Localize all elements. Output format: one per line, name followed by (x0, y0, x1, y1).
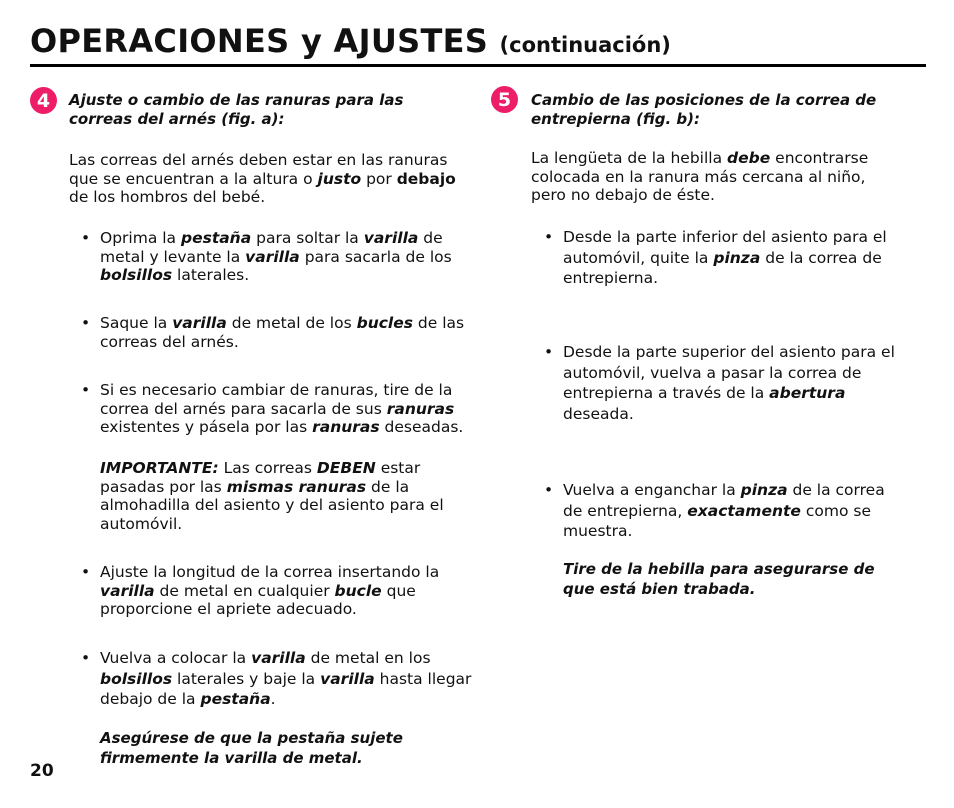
bullet-emphasis: varilla (245, 247, 300, 266)
list-item (544, 342, 913, 424)
bullet-emphasis: ranuras (312, 418, 380, 436)
bullet-text: Desde la parte superior del asiento para el automóvil, vuelva a pasar la correa de entrepierna a través de la (563, 343, 895, 402)
list-item (81, 563, 470, 619)
bullet-dot: • (81, 381, 91, 399)
intro-text: encontrarse colocada en la ranura más cercana al niño, pero no debajo de éste. (531, 149, 869, 204)
bullet-text: de metal y levante la (100, 229, 443, 266)
bullet-text: deseadas. (379, 418, 464, 436)
intro-emphasis: debajo (396, 169, 456, 188)
bullet-emphasis: ranuras (386, 399, 455, 418)
step-4-closing-note (100, 728, 470, 768)
closing-line-1: Tire de la hebilla para asegurarse de (563, 560, 875, 578)
intro-text: de los hombros del bebé. (69, 188, 266, 206)
step-4-heading-line-1: Ajuste o cambio de las ranuras para las (69, 91, 404, 109)
bullet-emphasis: pinza (740, 481, 788, 499)
bullet-emphasis: abertura (769, 384, 846, 402)
bullet-emphasis: varilla (100, 581, 155, 600)
bullet-text: Vuelva a colocar la (100, 649, 252, 667)
list-item (81, 381, 475, 437)
intro-emphasis: justo (317, 169, 362, 188)
step-4-badge: 4 (30, 87, 57, 114)
bullet-text: que proporcione el apriete adecuado. (100, 581, 416, 618)
bullet-text: deseada. (563, 404, 634, 423)
bullet-emphasis: varilla (251, 649, 306, 667)
list-item (544, 227, 908, 289)
bullet-text: existentes y pásela por las (100, 418, 313, 436)
bullet-text: Ajuste la longitud de la correa insertando la (100, 563, 440, 581)
closing-line-1: Asegúrese de que la pestaña sujete (100, 729, 403, 747)
bullet-emphasis: bolsillos (100, 266, 173, 284)
step-5-heading-line-1: Cambio de las posiciones de la correa de (531, 91, 877, 109)
bullet-emphasis: bucle (334, 581, 382, 600)
closing-line-2: que está bien trabada. (563, 580, 756, 598)
bullet-text: de la correa de entrepierna. (563, 248, 882, 287)
bullet-emphasis: varilla (363, 229, 419, 247)
intro-text: por (361, 169, 397, 188)
bullet-emphasis: bolsillos (100, 669, 173, 688)
bullet-text: para soltar la (251, 229, 364, 247)
bullet-dot: • (544, 228, 554, 246)
title-main: OPERACIONES y AJUSTES (30, 22, 489, 60)
bullet-text: de la correa de entrepierna, (563, 481, 885, 520)
bullet-text: Desde la parte inferior del asiento para el automóvil, quite la (563, 228, 887, 267)
bullet-text: hasta llegar debajo de la (100, 669, 472, 708)
bullet-text: de metal de los (226, 314, 357, 332)
bullet-text: laterales y baje la (172, 669, 321, 688)
list-item (81, 229, 470, 285)
list-item (81, 314, 475, 351)
step-5-badge: 5 (491, 86, 518, 113)
bullet-emphasis: pinza (713, 248, 761, 267)
bullet-text: Saque la (100, 314, 173, 332)
important-note (100, 459, 460, 533)
important-text: de la almohadilla del asiento y del asiento para el automóvil. (100, 477, 444, 533)
step-4-heading-line-2: correas del arnés (fig. a): (69, 110, 285, 128)
step-5-closing-note (563, 559, 913, 599)
step-5-heading (531, 91, 931, 129)
important-label: IMPORTANTE: (100, 459, 219, 477)
bullet-emphasis: varilla (172, 314, 227, 332)
bullet-text: . (270, 690, 276, 708)
list-item (544, 480, 903, 542)
header-rule (30, 64, 926, 67)
closing-line-2: firmemente la varilla de metal. (100, 749, 363, 767)
bullet-emphasis: pestaña (180, 229, 252, 247)
important-emphasis: mismas ranuras (226, 477, 367, 496)
page-title (30, 22, 671, 60)
bullet-text: Oprima la (100, 229, 181, 247)
list-item (81, 648, 485, 710)
important-text: Las correas (218, 459, 317, 477)
bullet-text: Vuelva a enganchar la (563, 481, 741, 499)
bullet-text: de las correas del arnés. (100, 314, 465, 351)
step-4-intro (69, 151, 469, 207)
intro-text: La lengüeta de la hebilla (531, 149, 728, 167)
bullet-emphasis: bucles (356, 314, 413, 332)
page-number: 20 (30, 761, 54, 781)
bullet-dot: • (81, 563, 91, 581)
intro-emphasis: debe (727, 149, 771, 167)
step-5-intro (531, 149, 901, 205)
bullet-dot: • (544, 481, 554, 499)
bullet-text: Si es necesario cambiar de ranuras, tire de la correa del arnés para sacarla de sus (100, 381, 453, 418)
bullet-text: como se muestra. (563, 501, 871, 540)
bullet-text: de metal en cualquier (154, 581, 335, 600)
bullet-dot: • (81, 229, 91, 247)
important-text: estar pasadas por las (100, 459, 421, 496)
bullet-text: laterales. (172, 266, 250, 284)
bullet-text: de metal en los (305, 649, 431, 667)
step-5-heading-line-2: entrepierna (fig. b): (531, 110, 700, 128)
important-emphasis: DEBEN (316, 459, 376, 477)
bullet-emphasis: varilla (320, 669, 375, 688)
intro-text: Las correas del arnés deben estar en las ranuras que se encuentran a la altura o (69, 151, 448, 188)
bullet-text: para sacarla de los (299, 247, 452, 266)
bullet-dot: • (544, 343, 554, 361)
bullet-dot: • (81, 314, 91, 332)
step-4-heading (69, 91, 469, 129)
bullet-emphasis: pestaña (200, 690, 271, 708)
bullet-emphasis: exactamente (687, 501, 801, 520)
title-subtitle: (continuación) (499, 33, 671, 57)
bullet-dot: • (81, 649, 91, 667)
